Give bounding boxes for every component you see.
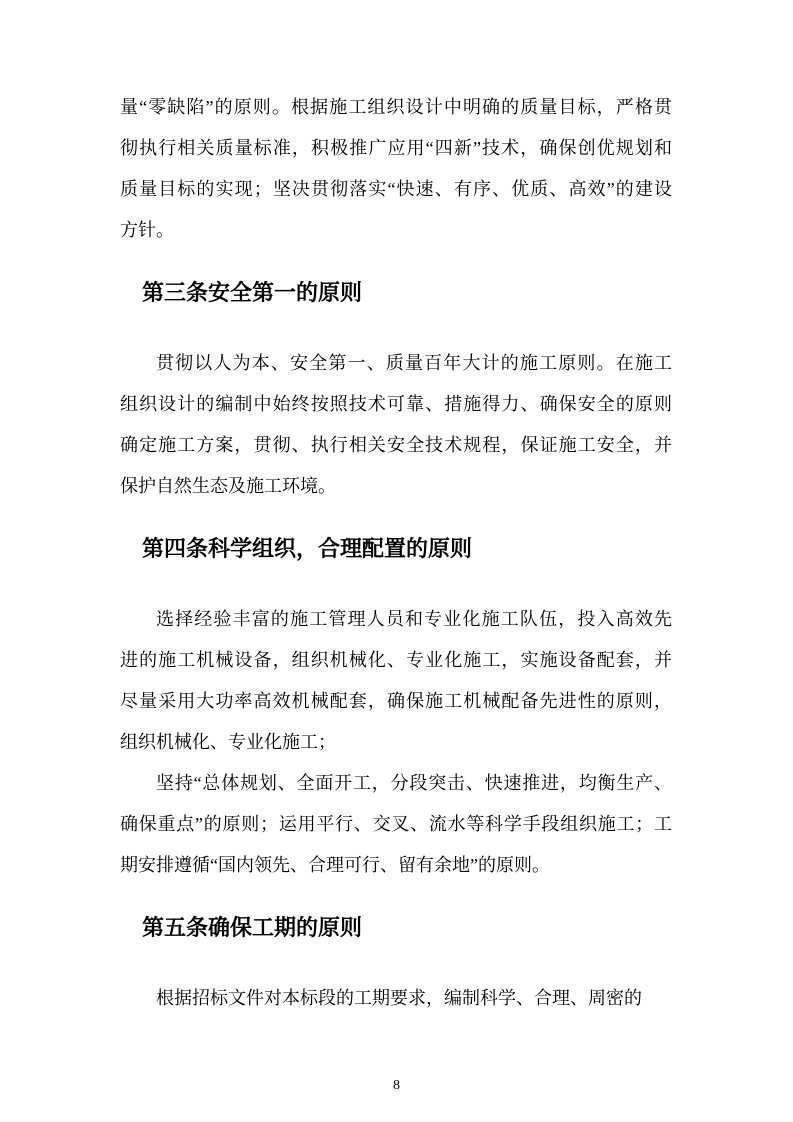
- heading-article-3: 第三条安全第一的原则: [142, 280, 363, 305]
- text-line: 尽量采用大功率高效机械配套，确保施工机械配备先进性的原则，: [120, 691, 672, 711]
- text-line: 组织设计的编制中始终按照技术可靠、措施得力、确保安全的原则: [120, 394, 672, 414]
- text-line: 方针。: [120, 220, 174, 240]
- heading-article-4: 第四条科学组织，合理配置的原则: [142, 536, 473, 561]
- text-line: 确保重点”的原则；运用平行、交叉、流水等科学手段组织施工；工: [120, 814, 672, 834]
- text-line: 贯彻以人为本、安全第一、质量百年大计的施工原则。在施工: [156, 353, 672, 373]
- text-line: 量“零缺陷”的原则。根据施工组织设计中明确的质量目标，严格贯: [120, 97, 672, 117]
- text-line: 期安排遵循“国内领先、合理可行、留有余地”的原则。: [120, 855, 550, 875]
- paragraph-article-4a: [120, 599, 672, 763]
- text-line: 坚持“总体规划、全面开工，分段突击、快速推进，均衡生产、: [156, 773, 672, 793]
- paragraph-quality-continuation: [120, 87, 672, 251]
- text-line: 根据招标文件对本标段的工期要求，编制科学、合理、周密的: [156, 988, 642, 1008]
- heading-article-5: 第五条确保工期的原则: [142, 915, 363, 940]
- text-line: 进的施工机械设备，组织机械化、专业化施工，实施设备配套，并: [120, 650, 672, 670]
- text-line: 质量目标的实现；坚决贯彻落实“快速、有序、优质、高效”的建设: [120, 179, 672, 199]
- paragraph-article-4b: [120, 763, 672, 886]
- paragraph-article-5: [120, 978, 672, 1019]
- text-line: 彻执行相关质量标准，积极推广应用“四新”技术，确保创优规划和: [120, 138, 672, 158]
- text-line: 保护自然生态及施工环境。: [120, 476, 336, 496]
- text-line: 确定施工方案，贯彻、执行相关安全技术规程，保证施工安全，并: [120, 435, 672, 455]
- page-body: [120, 87, 672, 1019]
- text-line: 组织机械化、专业化施工；: [120, 732, 336, 752]
- paragraph-article-3: [120, 343, 672, 507]
- text-line: 选择经验丰富的施工管理人员和专业化施工队伍，投入高效先: [156, 609, 672, 629]
- page-number: 8: [393, 1078, 400, 1093]
